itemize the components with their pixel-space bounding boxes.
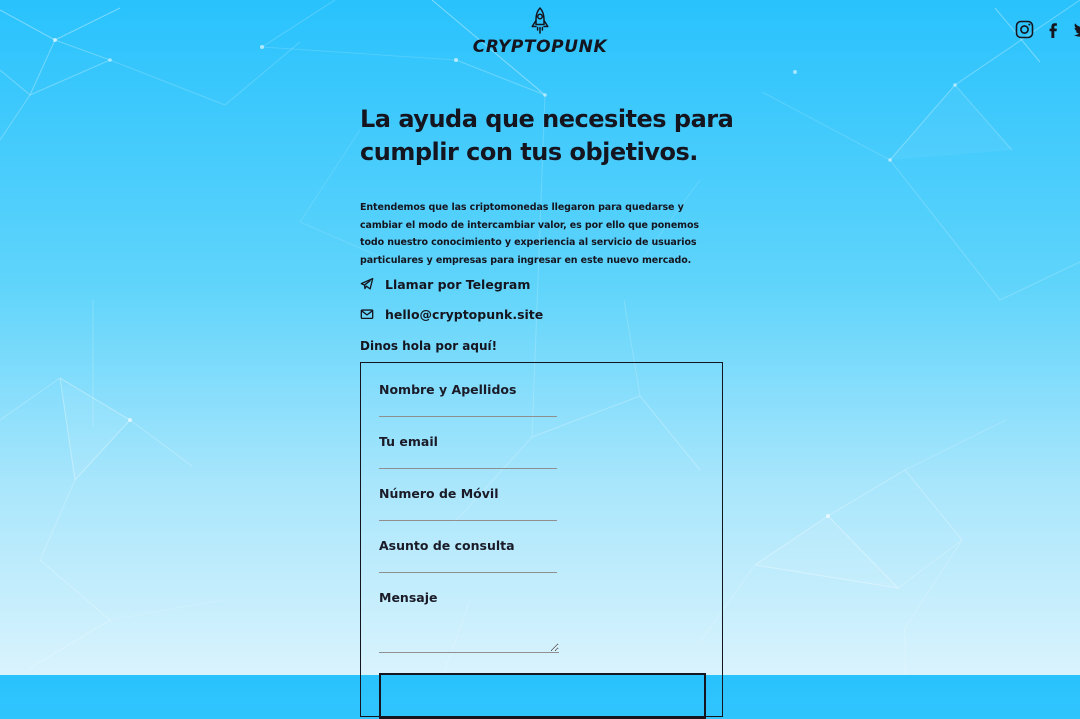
brand-name: CRYPTOPUNK xyxy=(472,37,608,57)
telegram-icon xyxy=(360,277,374,291)
rocket-icon xyxy=(529,6,551,36)
facebook-icon[interactable] xyxy=(1044,20,1063,39)
message-field-label: Mensaje xyxy=(379,590,438,605)
instagram-icon[interactable] xyxy=(1015,20,1034,39)
form-intro-label: Dinos hola por aquí! xyxy=(360,339,498,353)
subject-field-label: Asunto de consulta xyxy=(379,538,515,553)
email-link[interactable]: hello@cryptopunk.site xyxy=(385,306,544,322)
brand-logo[interactable] xyxy=(0,6,1080,57)
field-name xyxy=(379,381,704,417)
email-input[interactable] xyxy=(379,452,557,469)
social-links xyxy=(1015,20,1080,39)
message-textarea[interactable] xyxy=(379,608,559,653)
page-title-line-1: La ayuda que necesites para xyxy=(360,105,734,133)
field-phone xyxy=(379,485,704,521)
subject-input[interactable] xyxy=(379,556,557,573)
name-field-label: Nombre y Apellidos xyxy=(379,382,517,397)
telegram-link[interactable]: Llamar por Telegram xyxy=(385,276,531,292)
submit-button[interactable] xyxy=(379,673,706,719)
page-title-line-2: cumplir con tus objetivos. xyxy=(360,138,698,166)
contact-form xyxy=(360,362,723,717)
field-email xyxy=(379,433,704,469)
phone-field-label: Número de Móvil xyxy=(379,486,499,501)
envelope-icon xyxy=(360,307,374,321)
email-contact-row xyxy=(360,305,543,323)
phone-input[interactable] xyxy=(379,504,557,521)
telegram-contact-row xyxy=(360,275,530,293)
twitter-icon[interactable] xyxy=(1073,20,1080,39)
field-message xyxy=(379,589,704,653)
page-title xyxy=(360,103,733,169)
field-subject xyxy=(379,537,704,573)
email-field-label: Tu email xyxy=(379,434,438,449)
name-input[interactable] xyxy=(379,400,557,417)
intro-paragraph: Entendemos que las criptomonedas llegaron para quedarse y cambiar el modo de intercambiar valor, es por ello que ponemos todo nuestro conocimiento y experiencia al servicio de usuarios particulares y empresas para ingresar en este nuevo mercado. xyxy=(360,202,699,266)
